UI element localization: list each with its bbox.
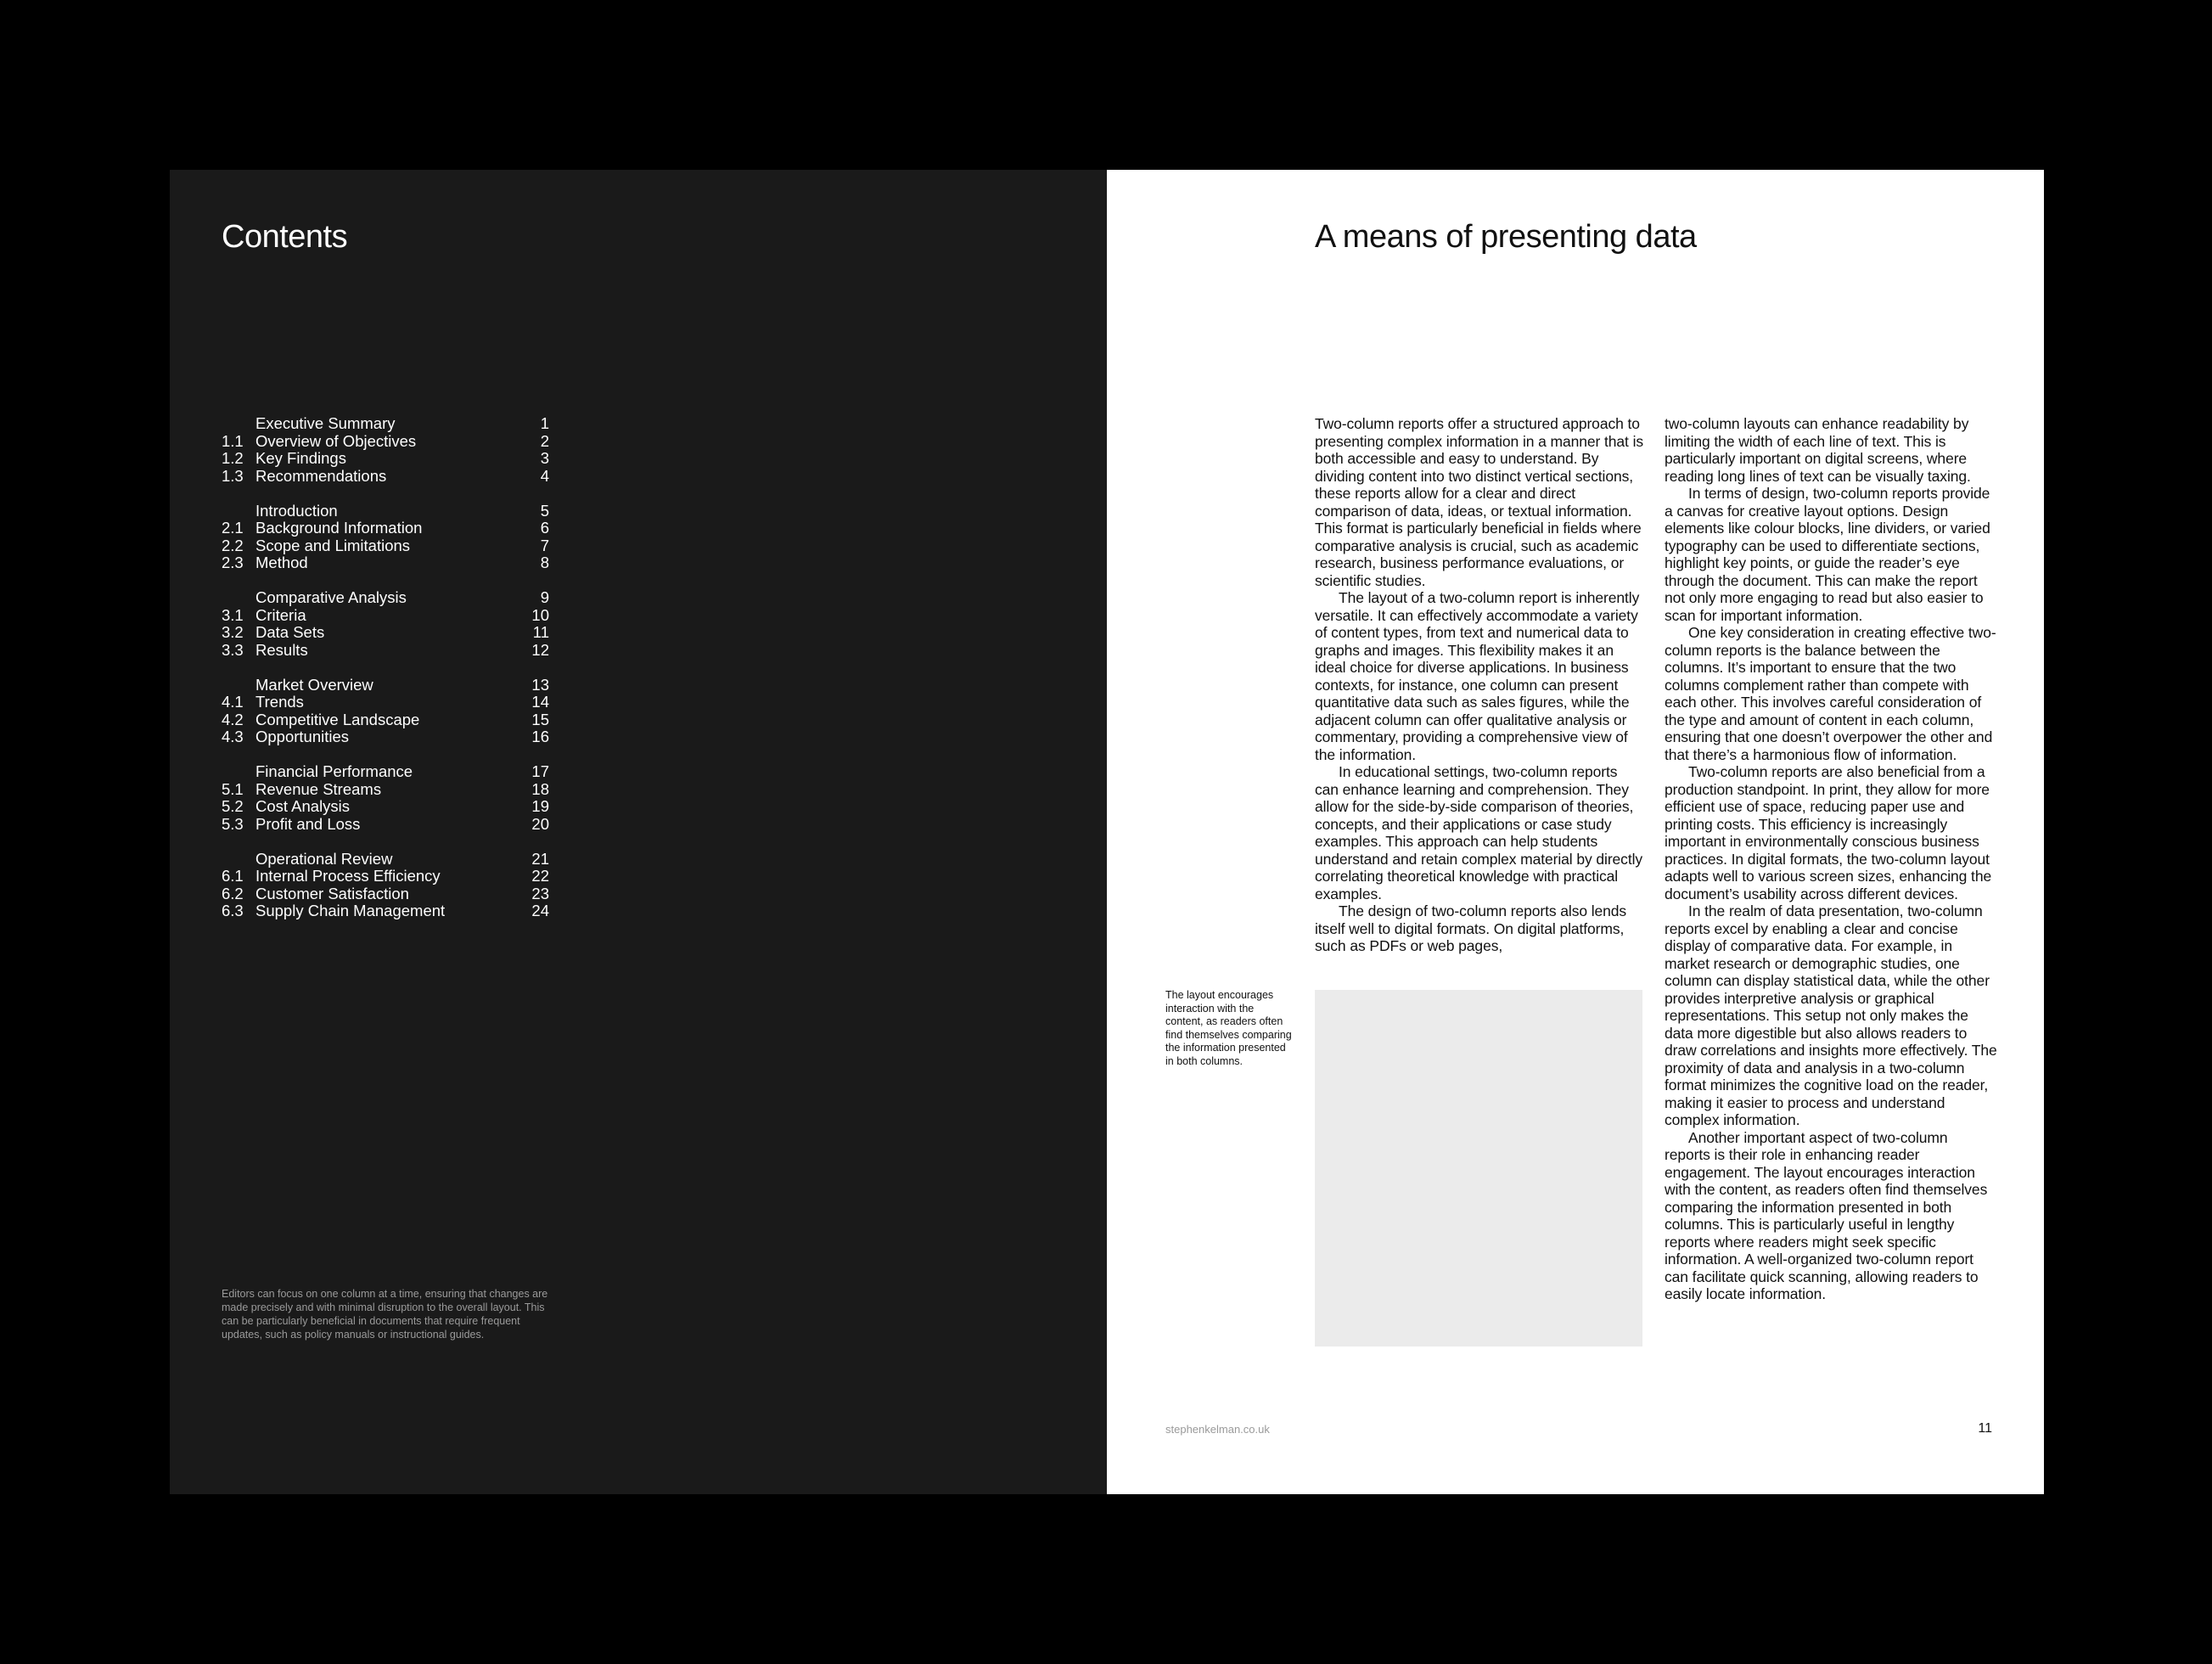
toc-heading-row[interactable] <box>222 415 549 433</box>
toc-page-number: 21 <box>531 849 549 868</box>
toc-entry[interactable] <box>222 520 549 537</box>
toc-section <box>222 589 549 659</box>
toc-entry-number: 3.1 <box>222 605 244 624</box>
toc-heading-row[interactable] <box>222 763 549 781</box>
toc-page-number: 12 <box>531 640 549 659</box>
toc-entry[interactable] <box>222 868 549 885</box>
toc-page-number: 13 <box>531 675 549 694</box>
toc-entry-number: 5.1 <box>222 779 244 798</box>
toc-entry-label: Cost Analysis <box>255 797 351 815</box>
body-paragraph: Two-column reports offer a structured approach to presenting complex information in a manner that is both accessible and easy to understand. By dividing content into two distinct vertical sections, these reports allow for a clear and direct comparison of data, ideas, or textual information. This format is particularly beneficial in fields where comparative analysis is crucial, such as academic research, business performance evaluations, or scientific studies. <box>1315 415 1644 589</box>
toc-heading: Comparative Analysis <box>255 588 407 606</box>
toc-entry-label: Supply Chain Management <box>255 902 446 919</box>
toc-entry-label: Scope and Limitations <box>255 536 411 554</box>
toc-entry-label: Customer Satisfaction <box>255 884 409 902</box>
toc-page-number: 4 <box>540 466 549 485</box>
toc-page-number: 7 <box>540 536 549 554</box>
toc-page-number: 3 <box>540 449 549 467</box>
toc-section <box>222 851 549 920</box>
toc-heading: Operational Review <box>255 849 393 868</box>
toc-page-number: 16 <box>531 728 549 745</box>
toc-entry[interactable] <box>222 798 549 816</box>
body-paragraph: two-column layouts can enhance readability by limiting the width of each line of text. This is particularly important on digital screens, where reading long lines of text can be visually taxing. <box>1665 415 1971 485</box>
toc-heading: Financial Performance <box>255 762 413 780</box>
toc-entry[interactable] <box>222 642 549 660</box>
toc-entry[interactable] <box>222 885 549 903</box>
toc-entry-label: Overview of Objectives <box>255 431 417 450</box>
toc-entry[interactable] <box>222 816 549 834</box>
contents-title: Contents <box>222 219 348 255</box>
toc-page-number: 17 <box>531 762 549 780</box>
image-placeholder <box>1315 990 1642 1346</box>
toc-entry[interactable] <box>222 711 549 729</box>
toc-entry[interactable] <box>222 450 549 468</box>
toc-entry-number: 6.2 <box>222 884 244 902</box>
toc-entry[interactable] <box>222 433 549 451</box>
toc-page-number: 22 <box>531 867 549 885</box>
toc-entry-label: Trends <box>255 693 304 711</box>
body-paragraph: The design of two-column reports also lends itself well to digital formats. On digital platforms, such as PDFs or web pages, <box>1315 902 1627 954</box>
toc-entry-number: 4.2 <box>222 710 244 728</box>
body-paragraph: In terms of design, two-column reports provide a canvas for creative layout options. Design elements like colour blocks, line dividers, or varied typography can be used to differentiate sections, highlight key points, or guide the reader’s eye through the document. This can make the report not only more engaging to read but also easier to scan for important information. <box>1665 485 1990 624</box>
toc-entry-number: 2.1 <box>222 519 244 537</box>
toc-entry-number: 1.1 <box>222 431 244 450</box>
toc-entry[interactable] <box>222 607 549 625</box>
toc-heading: Executive Summary <box>255 414 396 432</box>
toc-entry-number: 3.2 <box>222 623 244 641</box>
toc-page-number: 24 <box>531 902 549 919</box>
body-paragraph: Two-column reports are also beneficial from a production standpoint. In print, they allow for more efficient use of space, reducing paper use and printing costs. This efficiency is increasingly important in environmentally conscious business practices. In digital formats, the two-column layout adapts well to various screen sizes, enhancing the document’s usability across different devices. <box>1665 763 1992 902</box>
text-column-right <box>1665 415 1997 1303</box>
toc-page-number: 15 <box>531 710 549 728</box>
toc-entry-number: 5.3 <box>222 814 244 833</box>
toc-entry-number: 1.3 <box>222 466 244 485</box>
table-of-contents <box>222 415 549 937</box>
toc-entry[interactable] <box>222 537 549 555</box>
toc-entry-number: 3.3 <box>222 640 244 659</box>
toc-section <box>222 677 549 746</box>
sidenote: The layout encourages interaction with the content, as readers often find themselves comparing the information presented in both columns. <box>1165 989 1292 1067</box>
footer-url[interactable]: stephenkelman.co.uk <box>1165 1423 1270 1436</box>
toc-page-number: 10 <box>531 605 549 624</box>
left-page-contents <box>170 170 1107 1494</box>
toc-entry[interactable] <box>222 781 549 799</box>
body-paragraph: One key consideration in creating effective two-column reports is the balance between the columns. It’s important to ensure that the two columns complement rather than compete with each other. This involves careful consideration of the type and amount of content in each column, ensuring that one doesn’t overpower the other and that there’s a harmonious flow of information. <box>1665 624 1996 763</box>
toc-section <box>222 763 549 833</box>
toc-entry-label: Background Information <box>255 519 423 537</box>
toc-page-number: 14 <box>531 693 549 711</box>
toc-page-number: 19 <box>531 797 549 815</box>
toc-entry-label: Competitive Landscape <box>255 710 420 728</box>
toc-heading-row[interactable] <box>222 677 549 694</box>
toc-entry-label: Method <box>255 554 308 571</box>
contents-footnote: Editors can focus on one column at a time, ensuring that changes are made precisely and with minimal disruption to the overall layout. This can be particularly beneficial in documents that require frequent updates, such as policy manuals or instructional guides. <box>222 1288 548 1341</box>
toc-entry[interactable] <box>222 694 549 711</box>
toc-page-number: 1 <box>540 414 549 432</box>
toc-heading: Market Overview <box>255 675 373 694</box>
toc-page-number: 2 <box>540 431 549 450</box>
toc-page-number: 18 <box>531 779 549 798</box>
toc-page-number: 9 <box>540 588 549 606</box>
toc-entry[interactable] <box>222 624 549 642</box>
body-paragraph: In educational settings, two-column reports can enhance learning and comprehension. They allow for the side-by-side comparison of theories, concepts, and their applications or case study examples. This approach can help students understand and retain complex material by directly correlating theoretical knowledge with practical examples. <box>1315 763 1643 902</box>
toc-heading: Introduction <box>255 501 338 520</box>
toc-heading-row[interactable] <box>222 503 549 520</box>
toc-entry-number: 4.1 <box>222 693 244 711</box>
right-page-article <box>1107 170 2044 1494</box>
body-paragraph: In the realm of data presentation, two-column reports excel by enabling a clear and concise display of comparative data. For example, in market research or demographic studies, one column can display statistical data, while the other provides interpretive analysis or graphical representations. This setup not only makes the data more digestible but also allows readers to draw correlations and insights more effectively. The proximity of data and analysis in a two-column format minimizes the cognitive load on the reader, making it easier to process and understand complex information. <box>1665 902 1997 1128</box>
toc-section <box>222 415 549 485</box>
toc-entry-number: 4.3 <box>222 728 244 745</box>
body-paragraph: The layout of a two-column report is inherently versatile. It can effectively accommodate a variety of content types, from text and numerical data to graphs and images. This flexibility makes it an ideal choice for diverse applications. In business contexts, for instance, one column can present quantitative data such as sales figures, while the adjacent column can offer qualitative analysis or commentary, providing a comprehensive view of the information. <box>1315 589 1640 763</box>
page-number: 11 <box>1978 1421 1992 1436</box>
toc-page-number: 5 <box>540 501 549 520</box>
article-title: A means of presenting data <box>1315 219 1697 255</box>
toc-heading-row[interactable] <box>222 851 549 869</box>
toc-entry-label: Criteria <box>255 605 306 624</box>
toc-entry[interactable] <box>222 728 549 746</box>
toc-entry-label: Results <box>255 640 308 659</box>
toc-entry-label: Revenue Streams <box>255 779 382 798</box>
toc-entry-number: 1.2 <box>222 449 244 467</box>
toc-page-number: 20 <box>531 814 549 833</box>
toc-entry-label: Recommendations <box>255 466 387 485</box>
toc-entry-number: 6.1 <box>222 867 244 885</box>
toc-entry-label: Opportunities <box>255 728 350 745</box>
toc-entry[interactable] <box>222 554 549 572</box>
toc-page-number: 8 <box>540 554 549 571</box>
toc-page-number: 6 <box>540 519 549 537</box>
toc-entry[interactable] <box>222 468 549 486</box>
toc-entry-label: Internal Process Efficiency <box>255 867 441 885</box>
toc-entry[interactable] <box>222 902 549 920</box>
toc-entry-number: 2.2 <box>222 536 244 554</box>
toc-entry-label: Key Findings <box>255 449 346 467</box>
toc-entry-number: 5.2 <box>222 797 244 815</box>
toc-entry-number: 2.3 <box>222 554 244 571</box>
toc-entry-label: Profit and Loss <box>255 814 361 833</box>
body-paragraph: Another important aspect of two-column reports is their role in enhancing reader engagement. The layout encourages interaction with the content, as readers often find themselves comparing the information presented in both columns. This is particularly useful in lengthy reports where readers might seek specific information. A well-organized two-column report can facilitate quick scanning, allowing readers to easily locate information. <box>1665 1128 1988 1302</box>
toc-heading-row[interactable] <box>222 589 549 607</box>
text-column-left <box>1315 415 1644 955</box>
toc-entry-label: Data Sets <box>255 623 325 641</box>
toc-section <box>222 503 549 572</box>
toc-page-number: 23 <box>531 884 549 902</box>
toc-entry-number: 6.3 <box>222 902 244 919</box>
toc-page-number: 11 <box>532 623 549 641</box>
